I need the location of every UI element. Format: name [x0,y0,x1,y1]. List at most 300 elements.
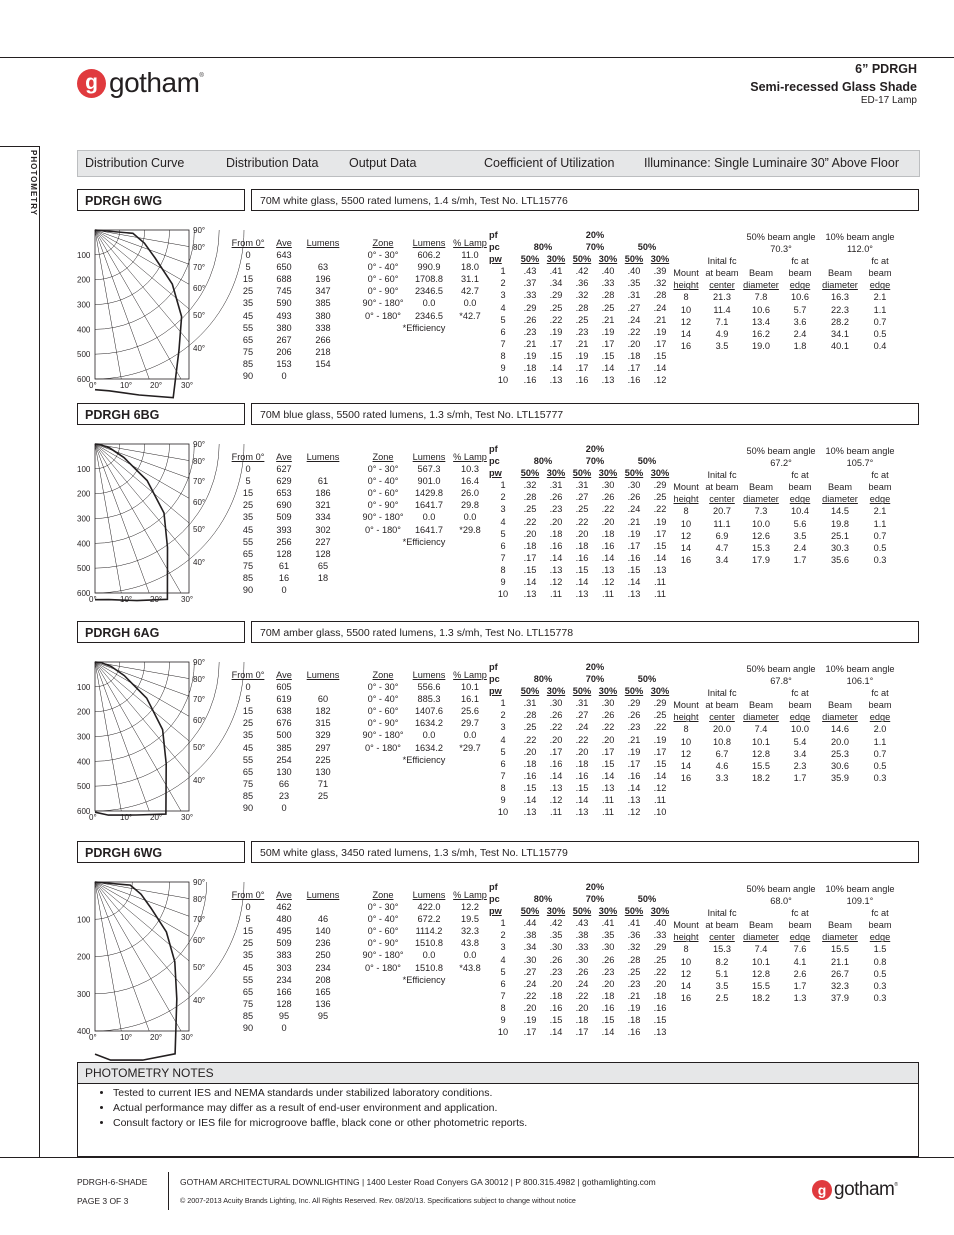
table-cell: *42.7 [459,310,481,321]
table-cell: 95 [317,1010,329,1021]
table-cell: .26 [601,954,615,965]
table-cell: 14 [680,542,692,553]
table-cell: .23 [523,326,537,337]
table-cell: 19.8 [831,518,849,529]
table-cell: .26 [601,492,615,503]
column-header [670,469,702,505]
rc-value: 80% [533,894,553,905]
table-cell: 1114.2 [415,926,443,937]
rw-value: 50% [520,468,540,479]
table-cell: 8.2 [715,956,729,967]
pw-label: pw [489,468,502,479]
table-row [489,917,673,929]
table-cell: .15 [575,782,589,793]
table-row [489,326,673,338]
column-header-line: Mount [673,482,699,493]
table-cell: 3.5 [715,340,729,351]
column-header-line: Beam [827,920,852,931]
table-cell: .14 [627,577,641,588]
column-header [780,687,820,723]
table-cell: .43 [523,266,537,277]
table-row [356,475,492,487]
radial-tick-label: 100 [77,464,91,474]
table-cell: .13 [523,589,537,600]
beam-angle-50-value: 68.0° [770,896,792,907]
table-cell: .23 [549,504,563,515]
column-header-line: Mount [673,268,699,279]
table-cell: 46 [317,914,329,925]
table-cell: .14 [575,795,589,806]
bottom-angle-label: 20° [150,381,163,390]
table-cell: 130 [276,766,292,777]
rc-value: 80% [533,242,553,253]
table-cell: 63 [317,262,329,273]
column-header-line: Beam [827,700,852,711]
table-cell: .14 [653,770,667,781]
table-cell: .31 [575,698,589,709]
column-header-line: Mount [673,700,699,711]
table-cell: 11.0 [461,250,479,261]
table-cell: .19 [653,326,667,337]
table-cell: .19 [653,734,667,745]
table-cell [302,681,344,693]
table-cell: 16 [680,992,692,1003]
table-cell: 16.2 [752,328,770,339]
table-cell: .29 [523,302,537,313]
table-cell: 347 [315,286,331,297]
column-header-line: beam [868,700,892,711]
table-cell: 0.5 [873,328,887,339]
table-cell: 1.5 [873,944,887,955]
table-cell: 45 [242,742,254,753]
table-cell: 75 [242,998,254,1009]
table-cell: 18.0 [461,262,479,273]
table-cell: .14 [601,552,615,563]
table-cell: .33 [653,930,667,941]
table-cell: 225 [315,754,331,765]
table-cell: .21 [627,734,641,745]
column-header-line: beam [788,920,812,931]
angle-label: 50° [193,311,206,320]
table-row [230,511,344,523]
table-cell: 4 [500,954,506,965]
footer-address: GOTHAM ARCHITECTURAL DOWNLIGHTING | 1400 Lester Road Conyers GA 30012 | P 800.315.4982 | gothamlighting.com [180,1177,656,1187]
table-row [670,736,900,748]
table-cell: 0.8 [873,956,887,967]
table-cell: 25 [242,938,254,949]
table-cell: .17 [653,528,667,539]
table-cell: 13.4 [752,316,770,327]
table-cell: .17 [627,758,641,769]
table-cell: 3.5 [793,530,807,541]
table-row [489,302,673,314]
column-header-line: Inital fc [707,688,737,699]
table-row [356,962,492,974]
pf-label: pf [489,444,498,454]
table-row [489,540,673,552]
column-header: From 0° [231,238,265,248]
table-cell: 2346.5 [414,286,444,297]
table-cell: .13 [549,782,563,793]
table-cell: 6 [500,540,506,551]
table-cell [302,249,344,261]
table-row [670,518,900,530]
table-cell: .21 [627,516,641,527]
distribution-curve-chart [68,224,208,390]
table-cell: 234 [276,974,292,985]
table-row [230,754,344,766]
footer-logo [812,1179,898,1201]
table-cell: .13 [601,564,615,575]
table-cell: .20 [523,528,537,539]
table-cell: 0° - 60° [367,488,399,499]
table-cell: 500 [276,730,292,741]
table-cell: 15 [242,926,254,937]
table-row [670,748,900,760]
table-row [489,277,673,289]
column-header [670,687,702,723]
column-header-line: fc at [791,256,809,267]
radial-tick-label: 500 [77,564,91,574]
column-header-line: center [709,494,735,505]
radial-tick-label: 400 [77,1027,91,1036]
distribution-curve-svg [68,224,208,389]
table-cell: 153 [276,358,292,369]
table-cell: 16 [680,772,692,783]
table-cell: 14.5 [831,506,849,517]
illuminance-table [670,445,900,566]
table-cell: 6 [500,978,506,989]
table-row [489,746,673,758]
bottom-angle-label: 0° [89,381,97,390]
table-cell: 567.3 [417,464,441,475]
table-cell: 90 [242,1023,254,1034]
table-row [489,588,673,600]
table-cell: 9 [500,363,506,374]
candela-curve [95,444,168,601]
table-cell: .42 [549,918,563,929]
table-cell: .15 [549,1015,563,1026]
table-row [356,901,492,913]
table-cell: .32 [575,290,589,301]
table-cell: 0 [281,803,287,814]
table-cell: 45 [242,310,254,321]
table-cell: 25 [242,286,254,297]
table-cell: 7.1 [715,316,729,327]
table-cell: .23 [627,978,641,989]
table-cell: 9 [500,795,506,806]
bottom-angle-label: 0° [89,1033,97,1042]
table-cell: .22 [523,516,537,527]
table-cell: .11 [549,807,563,818]
angle-label: 50° [193,743,206,752]
table-cell: 10 [497,375,509,386]
table-cell: 16.1 [461,694,479,705]
table-cell: 20.0 [831,736,849,747]
table-cell: .39 [653,266,667,277]
table-cell: 14 [680,760,692,771]
table-cell: 0.5 [873,760,887,771]
table-row [670,943,900,955]
table-cell: 6.7 [715,748,729,759]
table-cell: 25.6 [461,706,479,717]
angle-label: 60° [193,284,206,293]
rw-value: 50% [624,468,644,479]
table-cell: 3 [500,722,506,733]
chart-frame [95,444,189,593]
rw-value: 30% [546,254,566,265]
angle-label: 40° [193,558,206,567]
table-cell: 45 [242,524,254,535]
distribution-curve-svg [68,876,208,1041]
g-logo-icon: g [77,69,106,98]
table-cell: .16 [627,1027,641,1038]
table-row [230,572,344,584]
table-cell: .18 [523,540,537,551]
column-header [742,687,780,723]
table-row [489,479,673,491]
radial-tick-label: 100 [77,682,91,692]
column-header: Zone [372,238,394,248]
table-cell: .30 [523,954,537,965]
table-cell: 90 [242,803,254,814]
table-cell: 12.8 [752,968,770,979]
table-cell: .18 [549,528,563,539]
table-cell: 1.7 [793,980,807,991]
pw-label: pw [489,686,502,697]
table-cell: .25 [523,722,537,733]
table-row [230,778,344,790]
table-cell: 128 [315,548,331,559]
column-header: Lumens [412,238,446,248]
table-cell: 1 [500,480,506,491]
table-cell: .13 [575,807,589,818]
beam-angle-50-label: 50% beam angle [746,232,816,242]
table-row [356,249,492,261]
column-header-line: beam [788,700,812,711]
table-cell: 7 [500,338,506,349]
table-row [356,681,492,693]
table-cell: 90 [242,585,254,596]
table-cell: 61 [278,560,290,571]
angle-label: 90° [193,878,206,887]
column-header [702,907,742,943]
table-cell: .14 [549,552,563,563]
table-cell: 0° - 30° [367,464,399,475]
table-cell: .21 [627,990,641,1001]
table-cell: 1 [500,698,506,709]
table-cell: 0.3 [873,992,887,1003]
table-row [489,758,673,770]
table-cell: .36 [627,930,641,941]
rc-value: 70% [585,674,605,685]
table-cell: 2.1 [873,292,887,303]
table-cell: .41 [549,266,563,277]
table-cell [302,370,344,382]
table-cell: 2 [500,278,506,289]
table-cell: .11 [653,589,667,600]
column-header: Lumens [306,670,340,680]
table-header-row [670,243,900,255]
tab-distribution-curve[interactable]: Distribution Curve [85,156,185,170]
table-cell: .15 [601,758,615,769]
rw-value: 50% [572,906,592,917]
table-cell: 8 [500,564,506,575]
product-title: 6” PDRGH [855,62,917,76]
table-cell: .16 [601,1002,615,1013]
table-cell: 26.0 [461,488,479,499]
table-cell: 11.4 [713,304,731,315]
table-cell: 619 [276,694,292,705]
table-cell: 5.6 [793,518,807,529]
table-cell: 380 [315,310,331,321]
table-row [230,717,344,729]
table-row [670,980,900,992]
table-cell: .28 [653,290,667,301]
table-cell: 2.1 [873,506,887,517]
table-cell: .17 [653,746,667,757]
table-cell: 30.6 [831,760,849,771]
table-cell: .13 [575,589,589,600]
table-cell: .26 [549,710,563,721]
distribution-curve-chart [68,438,208,604]
table-cell: 8 [500,1002,506,1013]
table-row [230,962,344,974]
table-cell: 19.0 [752,340,770,351]
radial-tick-label: 500 [77,782,91,792]
table-cell: 0.3 [873,772,887,783]
angle-ray [95,662,149,811]
table-row [356,524,492,536]
table-cell: .30 [627,480,641,491]
rc-value: 70% [585,894,605,905]
efficiency-note: *Efficiency [402,322,446,333]
beam-angle-10-label: 10% beam angle [825,446,895,456]
table-cell: .31 [575,480,589,491]
output-data-table [356,889,492,986]
table-cell: 7 [500,552,506,563]
table-cell: .29 [653,942,667,953]
table-cell: .19 [601,326,615,337]
table-row [670,542,900,554]
beam-angle-50-value: 70.3° [770,244,792,255]
table-row [356,487,492,499]
table-cell: 1510.8 [414,962,444,973]
table-cell: 2 [500,930,506,941]
table-cell: .24 [575,722,589,733]
table-row [489,721,673,733]
column-header: Ave [276,238,292,248]
angle-label: 70° [193,477,206,486]
table-cell: 136 [315,998,331,1009]
table-cell [302,584,344,596]
table-cell: 0 [245,682,251,693]
table-cell: .20 [549,734,563,745]
rw-value: 30% [598,254,618,265]
table-row [489,929,673,941]
table-row [670,505,900,517]
table-cell: .15 [653,1015,667,1026]
table-row [230,681,344,693]
column-header-line: Inital fc [707,256,737,267]
table-cell: .20 [575,528,589,539]
column-header: Lumens [412,670,446,680]
table-row [230,986,344,998]
table-row [356,273,492,285]
table-cell: .13 [549,375,563,386]
table-header-row [670,687,900,723]
registered-mark: ® [894,1182,899,1188]
table-cell: 493 [276,310,292,321]
table-cell: 10 [680,518,692,529]
column-header-line: edge [869,932,891,943]
table-cell: 16.3 [831,292,849,303]
table-cell: 12 [680,316,692,327]
table-cell: .40 [601,266,615,277]
table-row [230,949,344,961]
table-cell: 0.3 [873,554,887,565]
table-row [230,310,344,322]
table-row [489,954,673,966]
tab-coefficient-utilization[interactable]: Coefficient of Utilization [484,156,615,170]
table-cell: 0° - 90° [367,938,399,949]
table-cell: 10.1 [752,736,770,747]
table-cell: 66 [278,778,290,789]
table-cell: 128 [276,548,292,559]
angle-label: 50° [193,963,206,972]
tab-distribution-data[interactable]: Distribution Data [226,156,319,170]
bottom-angle-label: 30° [181,595,194,604]
table-header-row [489,443,673,455]
table-cell: .17 [601,338,615,349]
table-cell: 653 [276,488,292,499]
table-cell: 55 [242,536,254,547]
table-cell: 1634.2 [414,718,444,729]
table-cell: .25 [627,966,641,977]
table-cell: 672.2 [417,914,441,925]
pw-label: pw [489,906,502,917]
angle-ray [95,444,149,593]
table-row [356,310,492,322]
blank [670,663,742,675]
table-cell: .41 [627,918,641,929]
column-header-line: beam [868,482,892,493]
table-cell: 10.6 [752,304,770,315]
section-description: 70M amber glass, 5500 rated lumens, 1.3 s/mh, Test No. LTL15778 [251,621,919,643]
table-cell: 380 [276,322,292,333]
beam-angle-50-value: 67.8° [770,676,792,687]
column-header-line: diameter [822,932,858,943]
column-header [702,687,742,723]
tab-output-data[interactable]: Output Data [349,156,417,170]
table-cell: 9 [500,1015,506,1026]
column-header-line: Inital fc [707,908,737,919]
column-header [702,469,742,505]
table-cell: 4 [500,734,506,745]
table-cell: 302 [315,524,331,535]
column-header: % Lamp [453,238,487,248]
table-cell: 35 [242,298,254,309]
table-cell: 35.9 [831,772,849,783]
table-cell: 75 [242,778,254,789]
table-row [670,328,900,340]
tab-illuminance[interactable]: Illuminance: Single Luminaire 30” Above Floor [644,156,899,170]
table-cell: 10 [680,956,692,967]
table-row [230,261,344,273]
blank [670,445,742,457]
table-cell: 315 [315,718,331,729]
table-cell: .24 [653,302,667,313]
